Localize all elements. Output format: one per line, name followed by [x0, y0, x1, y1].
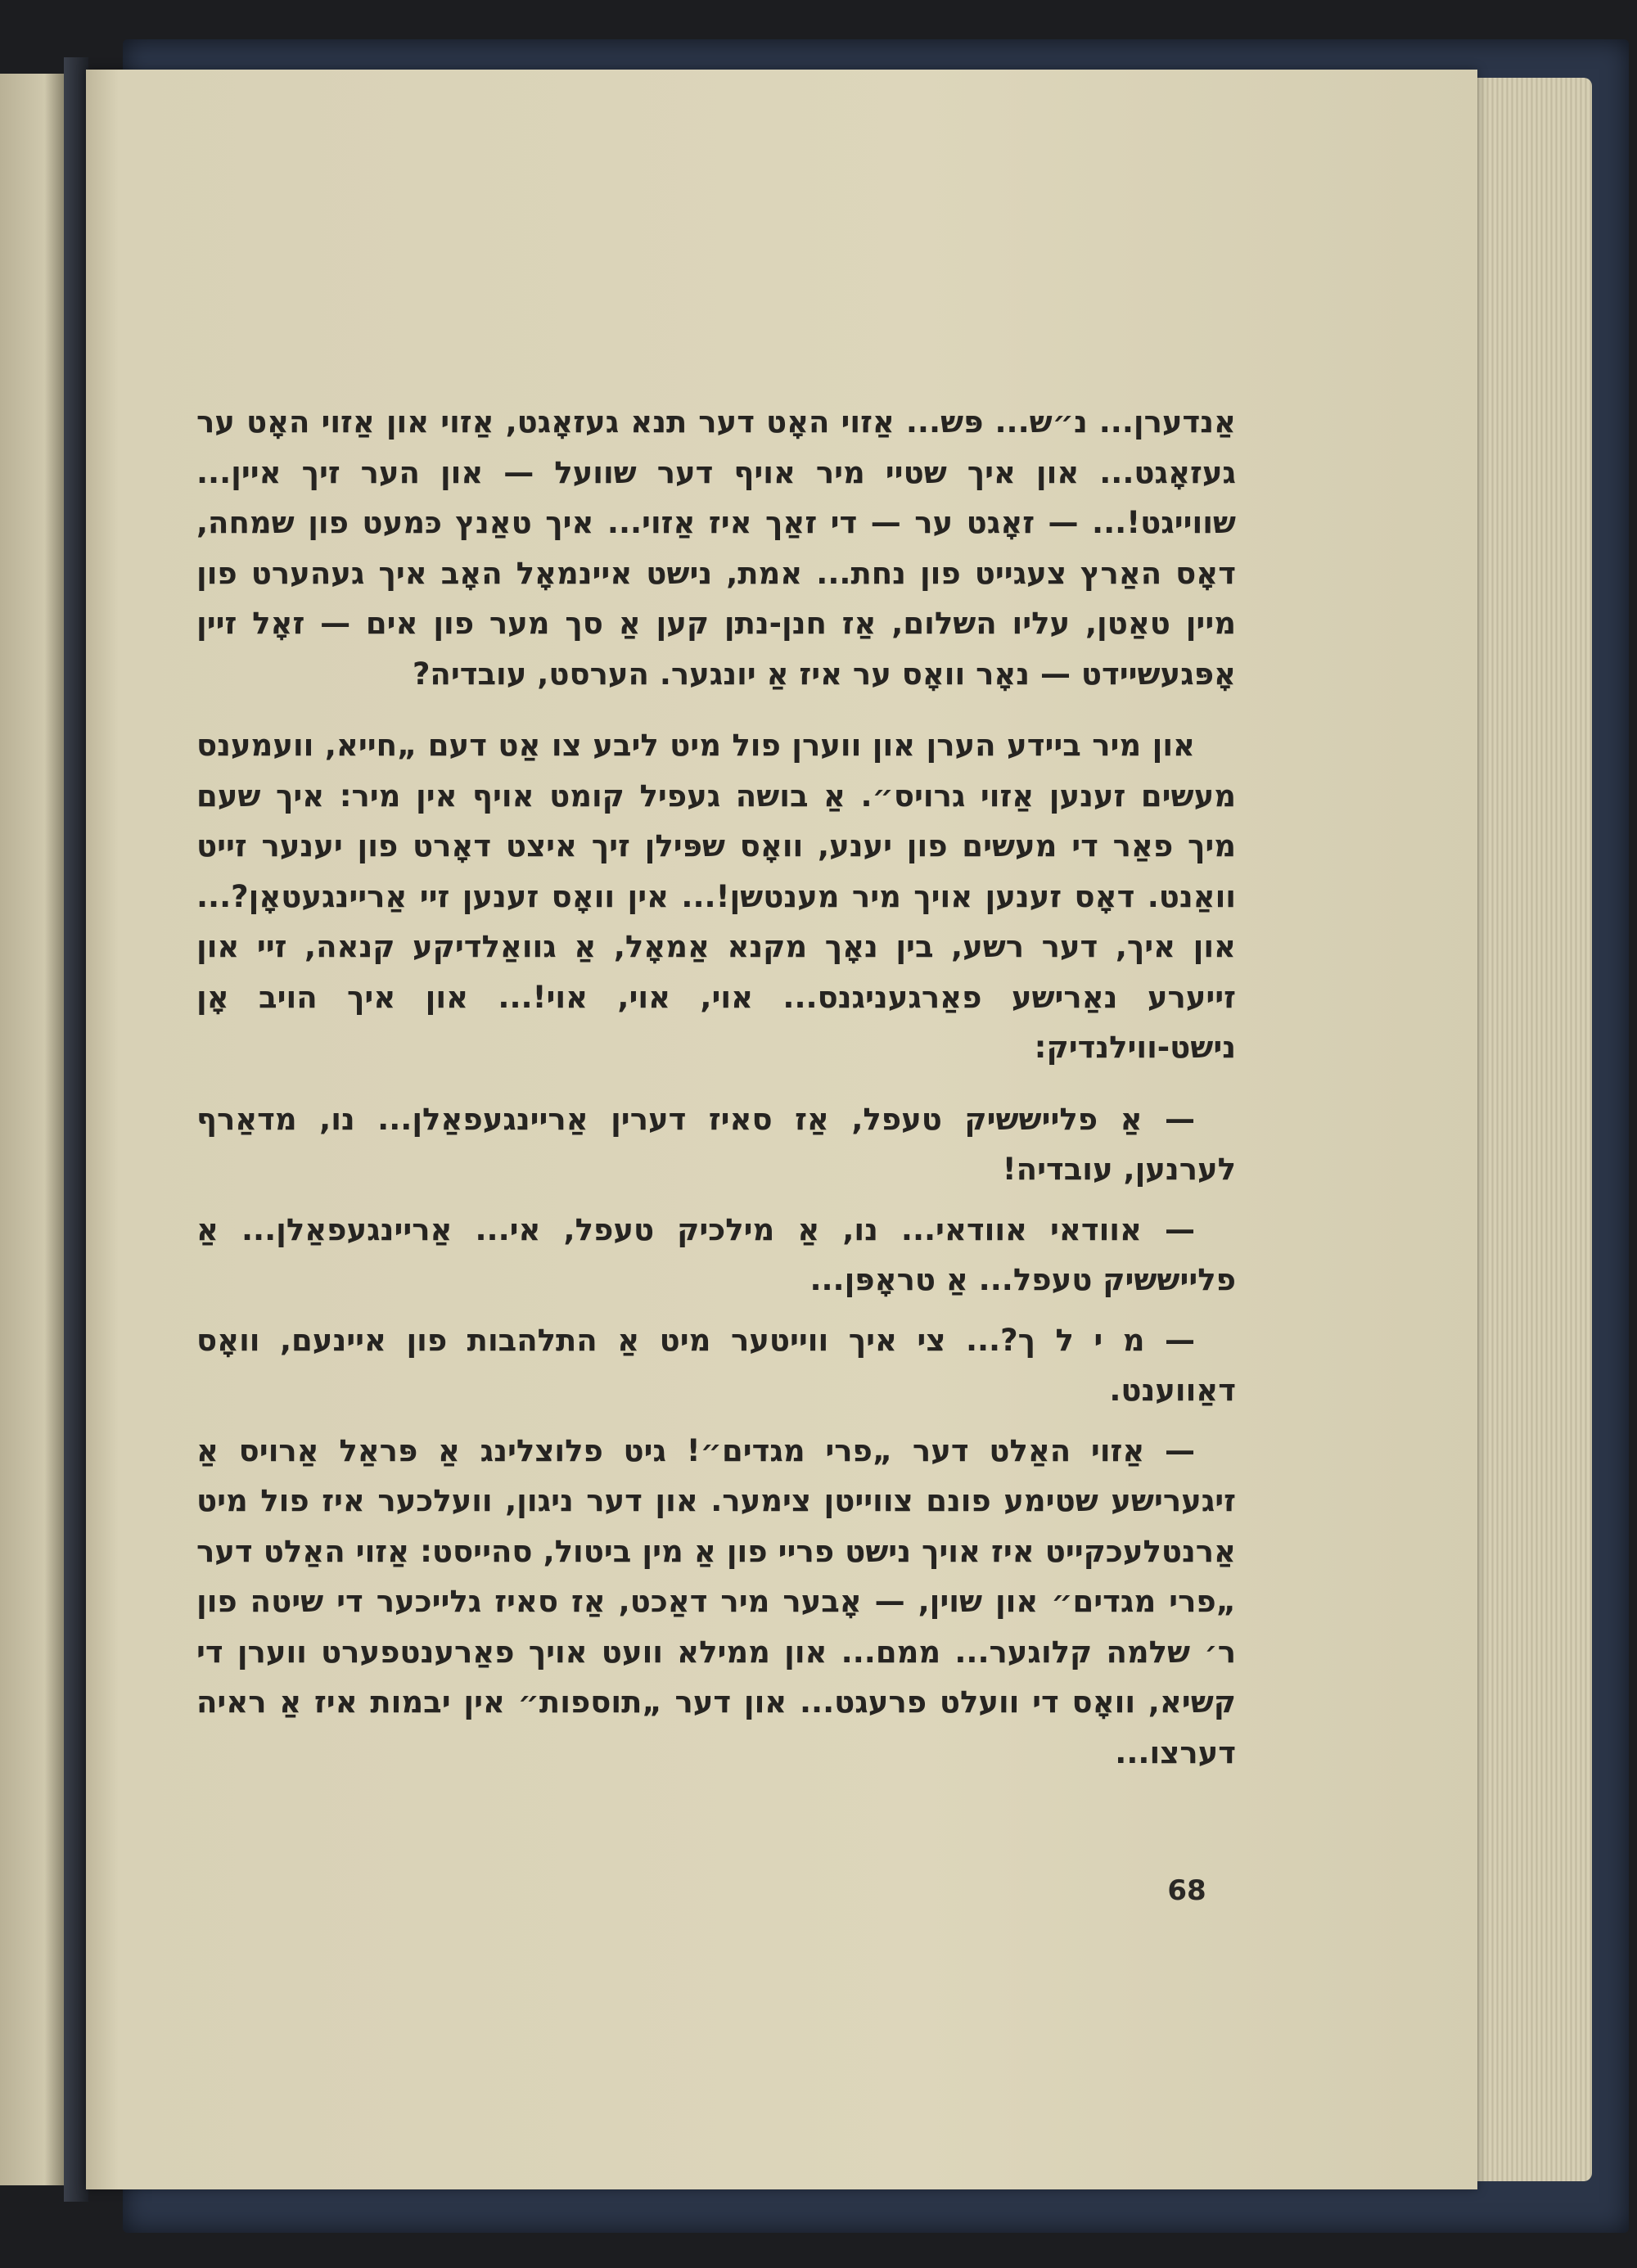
page-edges	[1469, 78, 1592, 2181]
body-text	[196, 397, 1236, 1778]
paragraph: און מיר ביידע הערן און ווערן פול מיט ליבע צו אַט דעם „חייא, וועמענס מעשים זענען אַזוי גרויס״. אַ בושה געפיל קומט אויף אין מיר: איך שעם מיך פאַר די מעשים פון יענע, וואָס שפּילן זיך איצט דאָרט פון יענער זייט וואַנט. דאָס זענען אויך מיר מענטשן!... אין וואָס זענען זיי אַריינגעטאָן?... און איך, דער רשע, בין נאָך מקנא אַמאָל, אַ גוואַלדיקע קנאה, זיי און זייערע נאַרישע פאַרגעניגנס... אוי, אוי, אוי!... און איך הויב אָן נישט-ווילנדיק:	[196, 728, 1236, 1065]
left-page-edge	[0, 74, 64, 2185]
book-gutter	[64, 57, 88, 2202]
dialogue-line: — אַזוי האַלט דער „פרי מגדים״! גיט פלוצלינג אַ פּראַל אַרויס אַ זיגערישע שטימע פונם צווייטן צימער. און דער ניגון, וועלכער איז פול מיט אַרנטלעכקייט איז אויך נישט פריי פון אַ מין ביטול, סהייסט: אַזוי האַלט דער „פרי מגדים״ און שוין, — אָבער מיר דאַכט, אַז סאיז גלייכער די שיטה פון ר׳ שלמה קלוגער... ממם... און ממילא וועט אויך פאַרענטפערט ווערן די קשיא, וואָס די וועלט פרעגט... און דער „תוספות״ אין יבמות איז אַ ראיה דערצו...	[196, 1432, 1236, 1770]
book-page	[86, 70, 1477, 2189]
dialogue-line: — אוודאי אוודאי... נו, אַ מילכיק טעפל, אי... אַריינגעפאַלן... אַ פלייששיק טעפל... אַ טראָפּן...	[196, 1211, 1236, 1297]
dialogue-line: — אַ פלייששיק טעפל, אַז סאיז דערין אַריינגעפאַלן... נו, מדאַרף לערנען, עובדיה!	[196, 1101, 1236, 1187]
dialogue-line: — מ י ל ך?... צי איך ווייטער מיט אַ התלהבות פון איינעם, וואָס דאַווענט.	[196, 1322, 1236, 1408]
paragraph: אַנדערן... נ״ש... פּש... אַזוי האָט דער תנא געזאָגט, אַזוי און אַזוי האָט ער געזאָגט... און איך שטיי מיר אויף דער שוועל — און הער זיך איין... שווייגט!... — זאָגט ער — די זאַך איז אַזוי... איך טאַנץ כּמעט פון שמחה, דאָס האַרץ צעגייט פון נחת... אמת, נישט איינמאָל האָב איך געהערט פון מיין טאַטן, עליו השלום, אַז חנן-נתן קען אַ סך מער פון אים — זאָל זיין אָפּגעשיידט — נאָר וואָס ער איז אַ יונגער. הערסט, עובדיה?	[196, 404, 1236, 692]
page-number: 68	[1167, 1874, 1206, 1907]
